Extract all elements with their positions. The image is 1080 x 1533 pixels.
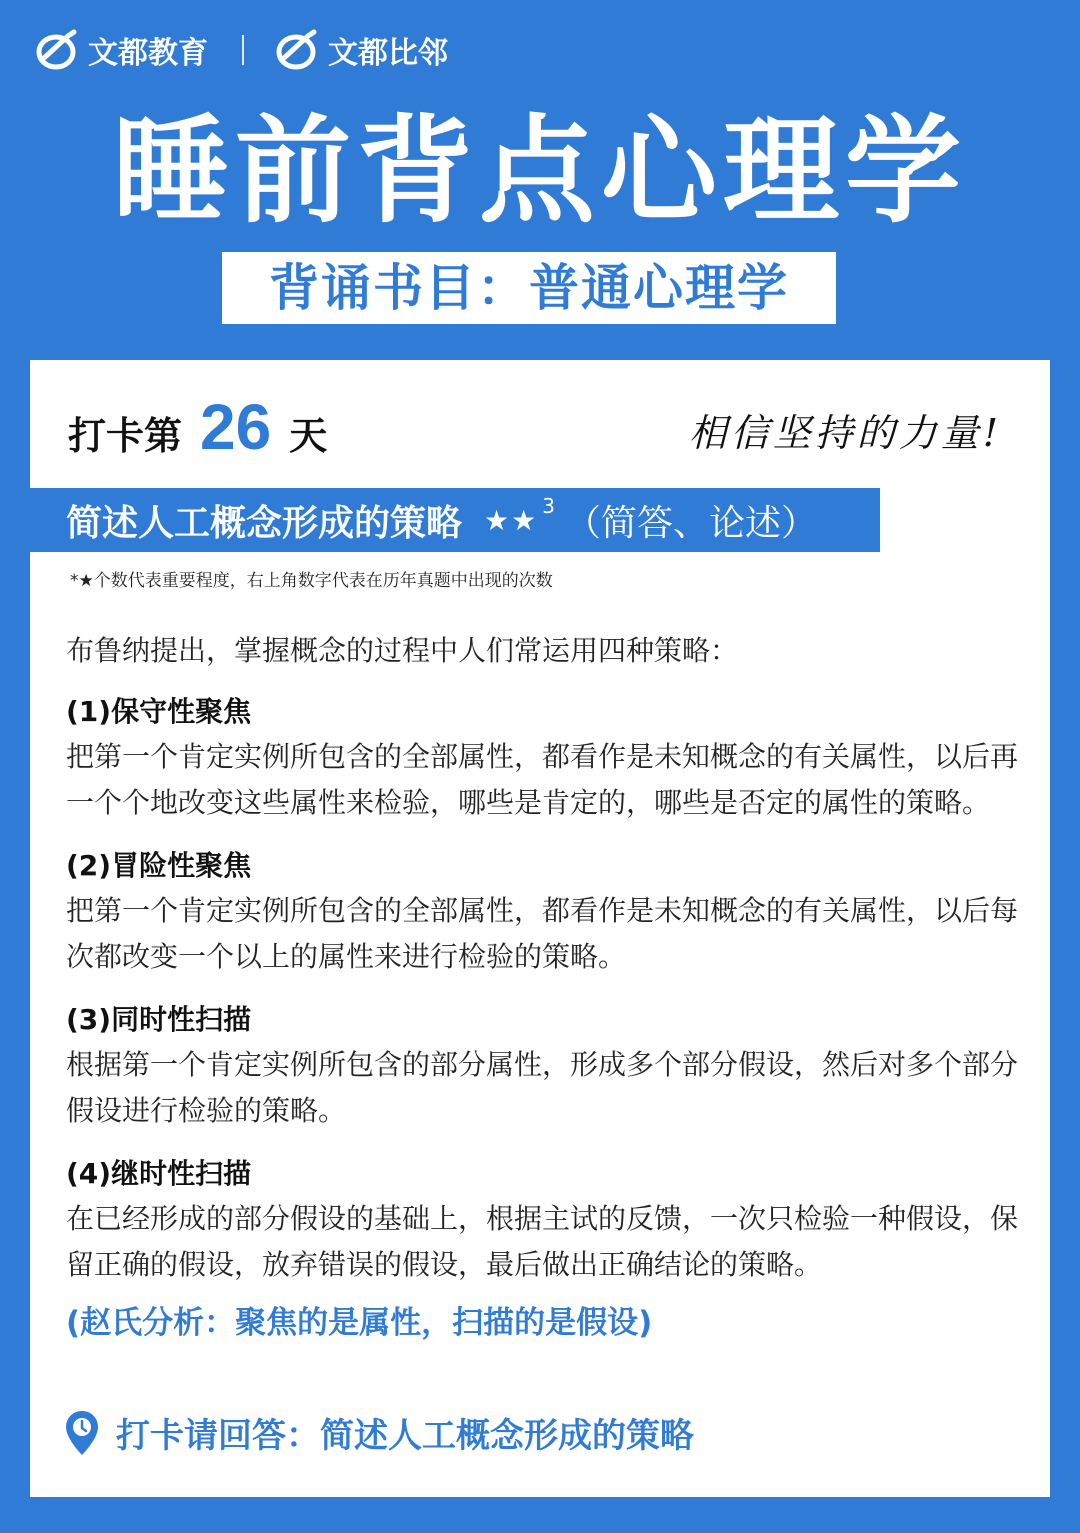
strategy-heading: (2)冒险性聚焦	[66, 849, 252, 882]
analysis-note: (赵氏分析：聚焦的是属性，扫描的是假设)	[66, 1305, 653, 1341]
topic-bar	[30, 488, 880, 552]
logo-bar	[34, 28, 448, 72]
answer-prompt	[64, 1408, 694, 1457]
content-body	[66, 630, 1026, 1346]
logo-divider	[242, 35, 244, 65]
page-title: 睡前背点心理学	[113, 104, 967, 239]
exam-count: 3	[542, 494, 555, 518]
strategy-body: 在已经形成的部分假设的基础上，根据主试的反馈，一次只检验一种假设，保留正确的假设，放弃错误的假设，最后做出正确结论的策略。	[66, 1202, 1019, 1281]
wendu-logo-icon	[274, 28, 322, 72]
answer-prompt-text: 打卡请回答：简述人工概念形成的策略	[116, 1416, 694, 1456]
content-card	[30, 360, 1050, 1497]
checkin-day-number: 26	[200, 391, 272, 463]
logo-text-wendu-education: 文都教育	[88, 36, 208, 71]
strategy-section	[66, 1152, 1026, 1288]
book-label: 背诵书目：普通心理学	[222, 252, 836, 324]
question-type-tag: （简答、论述）	[564, 502, 817, 544]
checkin-day	[68, 390, 327, 470]
star-legend-note: *★个数代表重要程度，右上角数字代表在历年真题中出现的次数	[70, 571, 553, 591]
strategy-section	[66, 690, 1026, 826]
strategy-heading: (4)继时性扫描	[66, 1157, 252, 1190]
motto-handwriting: 相信坚持的力量!	[688, 411, 1002, 455]
intro-text: 布鲁纳提出，掌握概念的过程中人们常运用四种策略：	[66, 634, 739, 667]
strategy-heading: (1)保守性聚焦	[66, 695, 252, 728]
wendu-logo-icon	[34, 28, 82, 72]
strategy-body: 把第一个肯定实例所包含的全部属性，都看作是未知概念的有关属性，以后再一个个地改变这些属性来检验，哪些是肯定的，哪些是否定的属性的策略。	[66, 740, 1019, 819]
importance-stars: ★★	[484, 503, 539, 537]
logo-text-wendu-bilin: 文都比邻	[328, 36, 448, 71]
strategy-body: 把第一个肯定实例所包含的全部属性，都看作是未知概念的有关属性，以后每次都改变一个以上的属性来进行检验的策略。	[66, 894, 1019, 973]
topic-title: 简述人工概念形成的策略	[66, 502, 463, 544]
location-pin-icon	[64, 1409, 100, 1457]
wendu-education-logo	[34, 28, 208, 72]
wendu-bilin-logo	[274, 28, 448, 72]
strategy-heading: (3)同时性扫描	[66, 1003, 252, 1036]
strategy-section	[66, 998, 1026, 1134]
checkin-suffix: 天	[289, 414, 328, 458]
strategy-body: 根据第一个肯定实例所包含的部分属性，形成多个部分假设，然后对多个部分假设进行检验的策略。	[66, 1048, 1019, 1127]
checkin-prefix: 打卡第	[68, 414, 183, 458]
strategy-section	[66, 844, 1026, 980]
